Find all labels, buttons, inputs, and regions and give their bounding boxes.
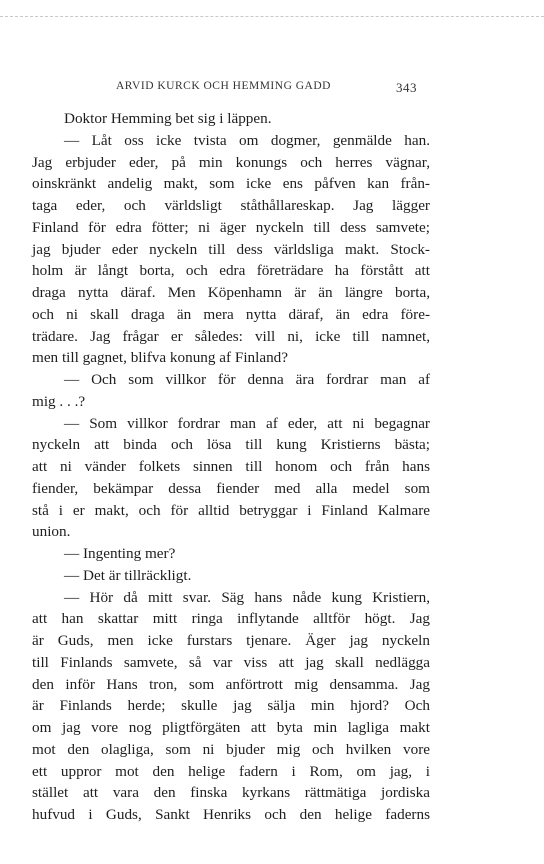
page-edge-rule: [0, 16, 544, 17]
text-line: att ni vänder folkets sinnen till honom och från hans: [32, 458, 430, 475]
text-line: stället att vara den finska kyrkans rättmätiga jordiska: [32, 784, 430, 802]
text-line: hufvud i Guds, Sankt Henriks och den helige faderns: [32, 806, 430, 823]
text-line: draga nytta däraf. Men Köpenhamn är än längre borta,: [32, 284, 430, 301]
text-line: stå i er makt, och för alltid betryggar i Finland Kalmare: [32, 501, 430, 519]
text-line: ett uppror mot den helige fadern i Rom, om jag, i: [32, 762, 430, 780]
text-line: Doktor Hemming bet sig i läppen.: [64, 110, 272, 127]
text-line: är Guds, men icke furstars tjenare. Äger jag nyckeln: [32, 632, 430, 649]
text-line: — Hör då mitt svar. Säg hans nåde kung Kristiern,: [64, 588, 430, 606]
text-line: mig . . .?: [32, 392, 86, 410]
text-line: union.: [32, 523, 71, 541]
text-line: om jag vore nog pligtförgäten att byta min lagliga makt: [32, 719, 430, 736]
text-line: Jag erbjuder eder, på min konungs och herres vägnar,: [32, 153, 430, 171]
text-line: jag bjuder eder nyckeln till dess världsliga makt. Stock-: [32, 240, 430, 258]
text-line: nyckeln att binda och lösa till kung Kristierns bästa;: [32, 436, 430, 454]
page-number: 343: [396, 80, 417, 95]
text-line: holm är långt borta, och edra företrädare ha förstått att: [32, 262, 430, 280]
text-line: den inför Hans tron, som anförtrott mig densamma. Jag: [32, 675, 430, 693]
running-header-title: ARVID KURCK OCH HEMMING GADD: [116, 80, 331, 92]
text-line: till Finlands samvete, så var viss att jag skall nedlägga: [32, 653, 430, 671]
text-line: att han skattar mitt ringa inflytande alltför högt. Jag: [32, 610, 430, 628]
text-line: — Låt oss icke tvista om dogmer, genmälde han.: [64, 131, 430, 149]
text-line: Finland för edra fötter; ni äger nyckeln till dess samvete;: [32, 218, 430, 236]
text-line: — Som villkor fordrar man af eder, att ni begagnar: [64, 414, 430, 432]
text-line: och ni skall draga än mera nytta däraf, än edra före-: [32, 305, 430, 323]
text-line: taga eder, och världsligt ståthållareskap. Jag lägger: [32, 197, 430, 214]
text-line: — Det är tillräckligt.: [64, 566, 192, 584]
text-line: mot den olagliga, som ni bjuder mig och hvilken vore: [32, 740, 430, 758]
body-text: [32, 108, 430, 826]
text-line: trädare. Jag frågar er således: vill ni, icke till namnet,: [32, 327, 430, 345]
text-line: men till gagnet, blifva konung af Finland?: [32, 349, 289, 367]
text-line: oinskränkt andelig makt, som icke ens påfven kan från-: [32, 175, 430, 193]
text-line: är Finlands herde; skulle jag sälja min hjord? Och: [32, 697, 430, 715]
text-line: — Ingenting mer?: [64, 545, 176, 562]
text-line: — Och som villkor för denna ära fordrar man af: [64, 371, 430, 388]
text-line: fiender, bekämpar dessa fiender med alla medel som: [32, 479, 430, 497]
